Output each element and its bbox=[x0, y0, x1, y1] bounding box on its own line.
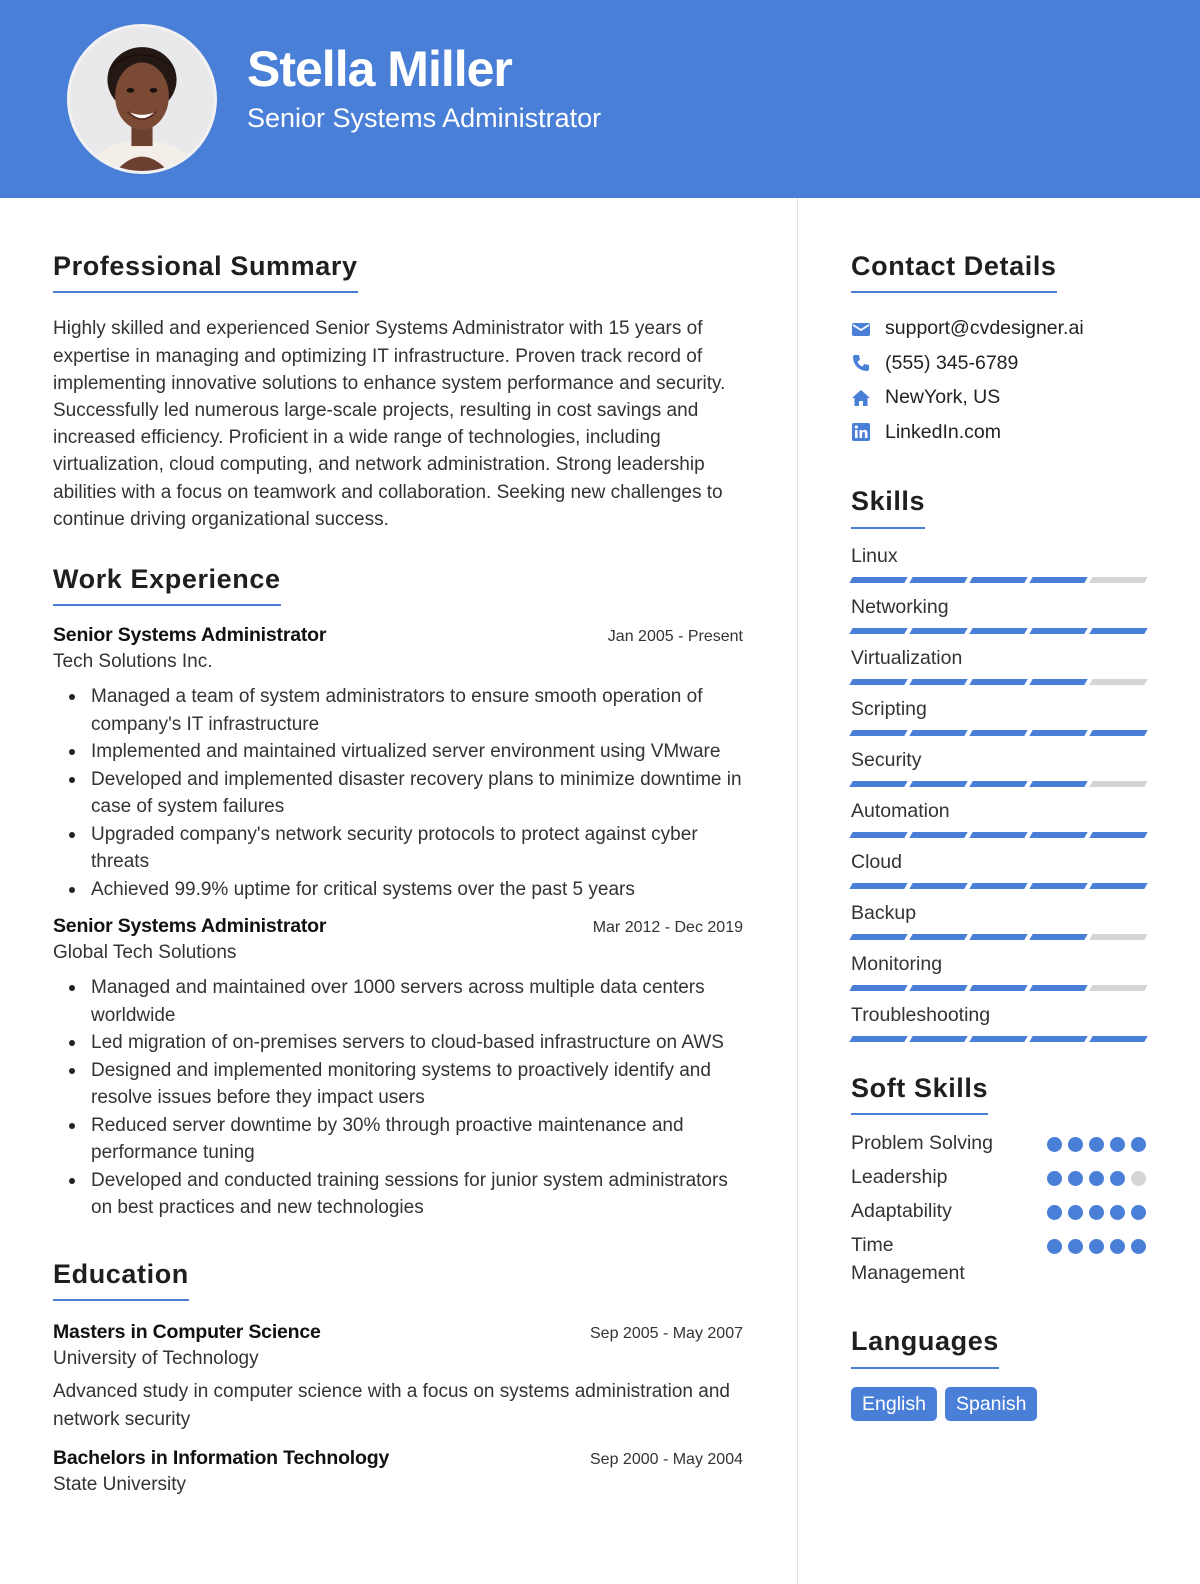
skill-name: Virtualization bbox=[851, 646, 963, 669]
job-bullet: Developed and implemented disaster recovery plans to minimize downtime in case of system failures bbox=[91, 766, 743, 821]
skill-level-segment bbox=[1029, 832, 1087, 838]
skill-level-segment bbox=[969, 985, 1027, 991]
skill-level-segment bbox=[1029, 730, 1087, 736]
skill-name: Troubleshooting bbox=[851, 1003, 991, 1026]
skill-level-segment bbox=[969, 934, 1027, 940]
skills-list bbox=[851, 543, 1146, 1042]
skill-level-bar bbox=[851, 934, 1146, 940]
profile-photo bbox=[67, 24, 217, 174]
skill-level-segment bbox=[969, 679, 1027, 685]
skill-level-segment bbox=[909, 781, 967, 787]
home-icon bbox=[851, 388, 871, 408]
summary-heading: Professional Summary bbox=[53, 250, 358, 293]
contact-location bbox=[851, 380, 1146, 415]
sidebar-column bbox=[851, 250, 1146, 1421]
skill-level-segment bbox=[969, 883, 1027, 889]
job-bullet: Reduced server downtime by 30% through proactive maintenance and performance tuning bbox=[91, 1112, 743, 1167]
skill-level-bar bbox=[851, 577, 1146, 583]
education-entry bbox=[53, 1321, 743, 1433]
skill-level-segment bbox=[909, 1036, 967, 1042]
skill-level-bar bbox=[851, 781, 1146, 787]
languages-section bbox=[851, 1325, 1146, 1421]
skill-item bbox=[851, 849, 1146, 889]
skill-level-segment bbox=[1089, 1036, 1147, 1042]
skill-level-segment bbox=[1029, 577, 1087, 583]
job-bullets bbox=[53, 974, 743, 1222]
rating-dot bbox=[1131, 1205, 1146, 1220]
skill-item bbox=[851, 798, 1146, 838]
skill-level-segment bbox=[909, 679, 967, 685]
skills-heading: Skills bbox=[851, 485, 925, 528]
profile-photo-illustration bbox=[70, 27, 214, 171]
soft-skill-item bbox=[851, 1163, 1146, 1191]
soft-skill-name: Time Management bbox=[851, 1234, 965, 1285]
languages-list bbox=[851, 1387, 1146, 1421]
summary-text: Highly skilled and experienced Senior Systems Administrator with 15 years of expertise in managing and optimizing IT infrastructure. Proven track record of implementing innovative solutions to enhance system performance and security. Successfully led numerous large-scale projects, resulting in cost savings and increased efficiency. Proficient in a wide range of technologies, including virtualization, cloud computing, and network administration. Strong leadership abilities with a focus on teamwork and collaboration. Seeking new challenges to continue driving organizational success. bbox=[53, 318, 726, 530]
soft-skill-item bbox=[851, 1197, 1146, 1225]
education-dates: Sep 2000 - May 2004 bbox=[590, 1451, 743, 1469]
contact-list bbox=[851, 311, 1146, 449]
soft-skill-item bbox=[851, 1129, 1146, 1157]
rating-dot bbox=[1047, 1239, 1062, 1254]
skill-level-bar bbox=[851, 1036, 1146, 1042]
education-heading: Education bbox=[53, 1258, 189, 1301]
soft-skill-item bbox=[851, 1231, 1146, 1287]
skill-level-segment bbox=[969, 628, 1027, 634]
skill-level-segment bbox=[849, 781, 907, 787]
skill-level-segment bbox=[849, 883, 907, 889]
skill-item bbox=[851, 900, 1146, 940]
skill-level-segment bbox=[909, 883, 967, 889]
rating-dot bbox=[1131, 1137, 1146, 1152]
rating-dot bbox=[1068, 1239, 1083, 1254]
soft-skill-rating bbox=[1047, 1239, 1146, 1254]
skill-item bbox=[851, 747, 1146, 787]
skill-item bbox=[851, 1002, 1146, 1042]
skill-item bbox=[851, 696, 1146, 736]
contact-heading: Contact Details bbox=[851, 250, 1057, 293]
education-description: Advanced study in computer science with a focus on systems administration and network security bbox=[53, 1381, 730, 1430]
skill-level-segment bbox=[909, 985, 967, 991]
skill-level-segment bbox=[1029, 934, 1087, 940]
language-badge: Spanish bbox=[945, 1387, 1037, 1421]
contact-phone-text: (555) 345-6789 bbox=[885, 351, 1019, 374]
skill-level-segment bbox=[909, 934, 967, 940]
rating-dot bbox=[1047, 1137, 1062, 1152]
contact-location-text: NewYork, US bbox=[885, 386, 1001, 409]
skill-level-segment bbox=[1089, 628, 1147, 634]
skill-item bbox=[851, 594, 1146, 634]
skill-level-segment bbox=[969, 1036, 1027, 1042]
skill-name: Cloud bbox=[851, 850, 902, 873]
experience-heading: Work Experience bbox=[53, 563, 281, 606]
skill-level-segment bbox=[1029, 1036, 1087, 1042]
candidate-title: Senior Systems Administrator bbox=[247, 103, 602, 133]
skill-level-segment bbox=[1089, 883, 1147, 889]
contact-email-text: support@cvdesigner.ai bbox=[885, 317, 1084, 340]
linkedin-icon bbox=[851, 422, 871, 442]
skill-level-segment bbox=[849, 934, 907, 940]
job-bullet: Designed and implemented monitoring systems to proactively identify and resolve issues before they impact users bbox=[91, 1057, 743, 1112]
skill-level-segment bbox=[849, 832, 907, 838]
education-section bbox=[53, 1258, 743, 1496]
skill-level-segment bbox=[1029, 883, 1087, 889]
job-bullet: Managed a team of system administrators to ensure smooth operation of company's IT infrastructure bbox=[91, 683, 743, 738]
skill-level-segment bbox=[849, 577, 907, 583]
rating-dot bbox=[1110, 1137, 1125, 1152]
summary-section bbox=[53, 250, 743, 533]
skill-level-segment bbox=[1089, 577, 1147, 583]
rating-dot bbox=[1131, 1171, 1146, 1186]
skill-name: Monitoring bbox=[851, 952, 943, 975]
rating-dot bbox=[1110, 1239, 1125, 1254]
skill-level-segment bbox=[1089, 832, 1147, 838]
rating-dot bbox=[1131, 1239, 1146, 1254]
job-bullet: Achieved 99.9% uptime for critical systems over the past 5 years bbox=[91, 876, 743, 904]
rating-dot bbox=[1089, 1171, 1104, 1186]
skill-level-segment bbox=[849, 679, 907, 685]
rating-dot bbox=[1047, 1205, 1062, 1220]
experience-section bbox=[53, 563, 743, 1222]
skill-level-segment bbox=[909, 628, 967, 634]
skill-name: Automation bbox=[851, 799, 950, 822]
skills-section bbox=[851, 485, 1146, 1041]
education-degree: Bachelors in Information Technology bbox=[53, 1447, 390, 1470]
skill-level-bar bbox=[851, 985, 1146, 991]
column-divider bbox=[797, 198, 798, 1584]
job-title: Senior Systems Administrator bbox=[53, 624, 327, 647]
skill-level-segment bbox=[909, 730, 967, 736]
languages-heading: Languages bbox=[851, 1325, 999, 1368]
job-company: Global Tech Solutions bbox=[53, 942, 237, 964]
skill-level-segment bbox=[1029, 781, 1087, 787]
contact-linkedin-text: LinkedIn.com bbox=[885, 420, 1001, 443]
rating-dot bbox=[1089, 1137, 1104, 1152]
soft-skills-heading: Soft Skills bbox=[851, 1072, 988, 1115]
skill-level-segment bbox=[969, 730, 1027, 736]
soft-skill-rating bbox=[1047, 1137, 1146, 1152]
job-entry bbox=[53, 624, 743, 903]
skill-name: Linux bbox=[851, 544, 898, 567]
skill-level-segment bbox=[969, 781, 1027, 787]
education-dates: Sep 2005 - May 2007 bbox=[590, 1325, 743, 1343]
job-entry bbox=[53, 915, 743, 1222]
education-degree: Masters in Computer Science bbox=[53, 1321, 321, 1344]
skill-level-segment bbox=[1089, 679, 1147, 685]
skill-level-segment bbox=[849, 730, 907, 736]
soft-skill-name: Leadership bbox=[851, 1166, 948, 1189]
job-dates: Mar 2012 - Dec 2019 bbox=[592, 919, 743, 937]
candidate-name: Stella Miller bbox=[247, 41, 512, 97]
skill-level-segment bbox=[969, 832, 1027, 838]
rating-dot bbox=[1110, 1171, 1125, 1186]
skill-level-segment bbox=[1089, 730, 1147, 736]
job-bullet: Led migration of on-premises servers to cloud-based infrastructure on AWS bbox=[91, 1029, 743, 1057]
rating-dot bbox=[1068, 1171, 1083, 1186]
skill-name: Security bbox=[851, 748, 922, 771]
job-bullet: Implemented and maintained virtualized server environment using VMware bbox=[91, 738, 743, 766]
skill-level-segment bbox=[1029, 679, 1087, 685]
soft-skill-rating bbox=[1047, 1205, 1146, 1220]
skill-level-bar bbox=[851, 628, 1146, 634]
rating-dot bbox=[1089, 1205, 1104, 1220]
job-dates: Jan 2005 - Present bbox=[607, 628, 743, 646]
soft-skills-list bbox=[851, 1129, 1146, 1287]
skill-level-segment bbox=[849, 985, 907, 991]
phone-icon bbox=[851, 353, 871, 373]
skill-level-segment bbox=[1029, 628, 1087, 634]
skill-item bbox=[851, 543, 1146, 583]
rating-dot bbox=[1089, 1239, 1104, 1254]
language-badge: English bbox=[851, 1387, 937, 1421]
rating-dot bbox=[1047, 1171, 1062, 1186]
job-title: Senior Systems Administrator bbox=[53, 915, 327, 938]
skill-level-bar bbox=[851, 883, 1146, 889]
skill-level-bar bbox=[851, 832, 1146, 838]
soft-skills-section bbox=[851, 1072, 1146, 1287]
skill-level-segment bbox=[969, 577, 1027, 583]
contact-phone[interactable] bbox=[851, 346, 1146, 381]
skill-level-segment bbox=[1029, 985, 1087, 991]
skill-name: Backup bbox=[851, 901, 917, 924]
soft-skill-rating bbox=[1047, 1171, 1146, 1186]
education-entry bbox=[53, 1447, 743, 1496]
skill-name: Networking bbox=[851, 595, 949, 618]
resume-header bbox=[0, 0, 1200, 198]
soft-skill-name: Adaptability bbox=[851, 1200, 952, 1223]
skill-level-segment bbox=[909, 577, 967, 583]
skill-level-segment bbox=[909, 832, 967, 838]
rating-dot bbox=[1110, 1205, 1125, 1220]
skill-level-segment bbox=[1089, 781, 1147, 787]
contact-email[interactable] bbox=[851, 311, 1146, 346]
envelope-icon bbox=[851, 319, 871, 339]
contact-linkedin[interactable] bbox=[851, 415, 1146, 450]
education-school: University of Technology bbox=[53, 1348, 259, 1370]
skill-level-segment bbox=[1089, 934, 1147, 940]
job-bullet: Managed and maintained over 1000 servers across multiple data centers worldwide bbox=[91, 974, 743, 1029]
skill-level-segment bbox=[849, 1036, 907, 1042]
rating-dot bbox=[1068, 1137, 1083, 1152]
skill-level-bar bbox=[851, 679, 1146, 685]
skill-name: Scripting bbox=[851, 697, 927, 720]
soft-skill-name: Problem Solving bbox=[851, 1132, 993, 1155]
contact-section bbox=[851, 250, 1146, 449]
skill-level-bar bbox=[851, 730, 1146, 736]
education-school: State University bbox=[53, 1474, 187, 1496]
skill-item bbox=[851, 951, 1146, 991]
skill-level-segment bbox=[849, 628, 907, 634]
job-company: Tech Solutions Inc. bbox=[53, 651, 213, 673]
job-bullets bbox=[53, 683, 743, 903]
job-bullet: Upgraded company's network security protocols to protect against cyber threats bbox=[91, 821, 743, 876]
main-column bbox=[53, 250, 743, 1496]
skill-item bbox=[851, 645, 1146, 685]
rating-dot bbox=[1068, 1205, 1083, 1220]
job-bullet: Developed and conducted training sessions for junior system administrators on best practices and new technologies bbox=[91, 1167, 743, 1222]
skill-level-segment bbox=[1089, 985, 1147, 991]
